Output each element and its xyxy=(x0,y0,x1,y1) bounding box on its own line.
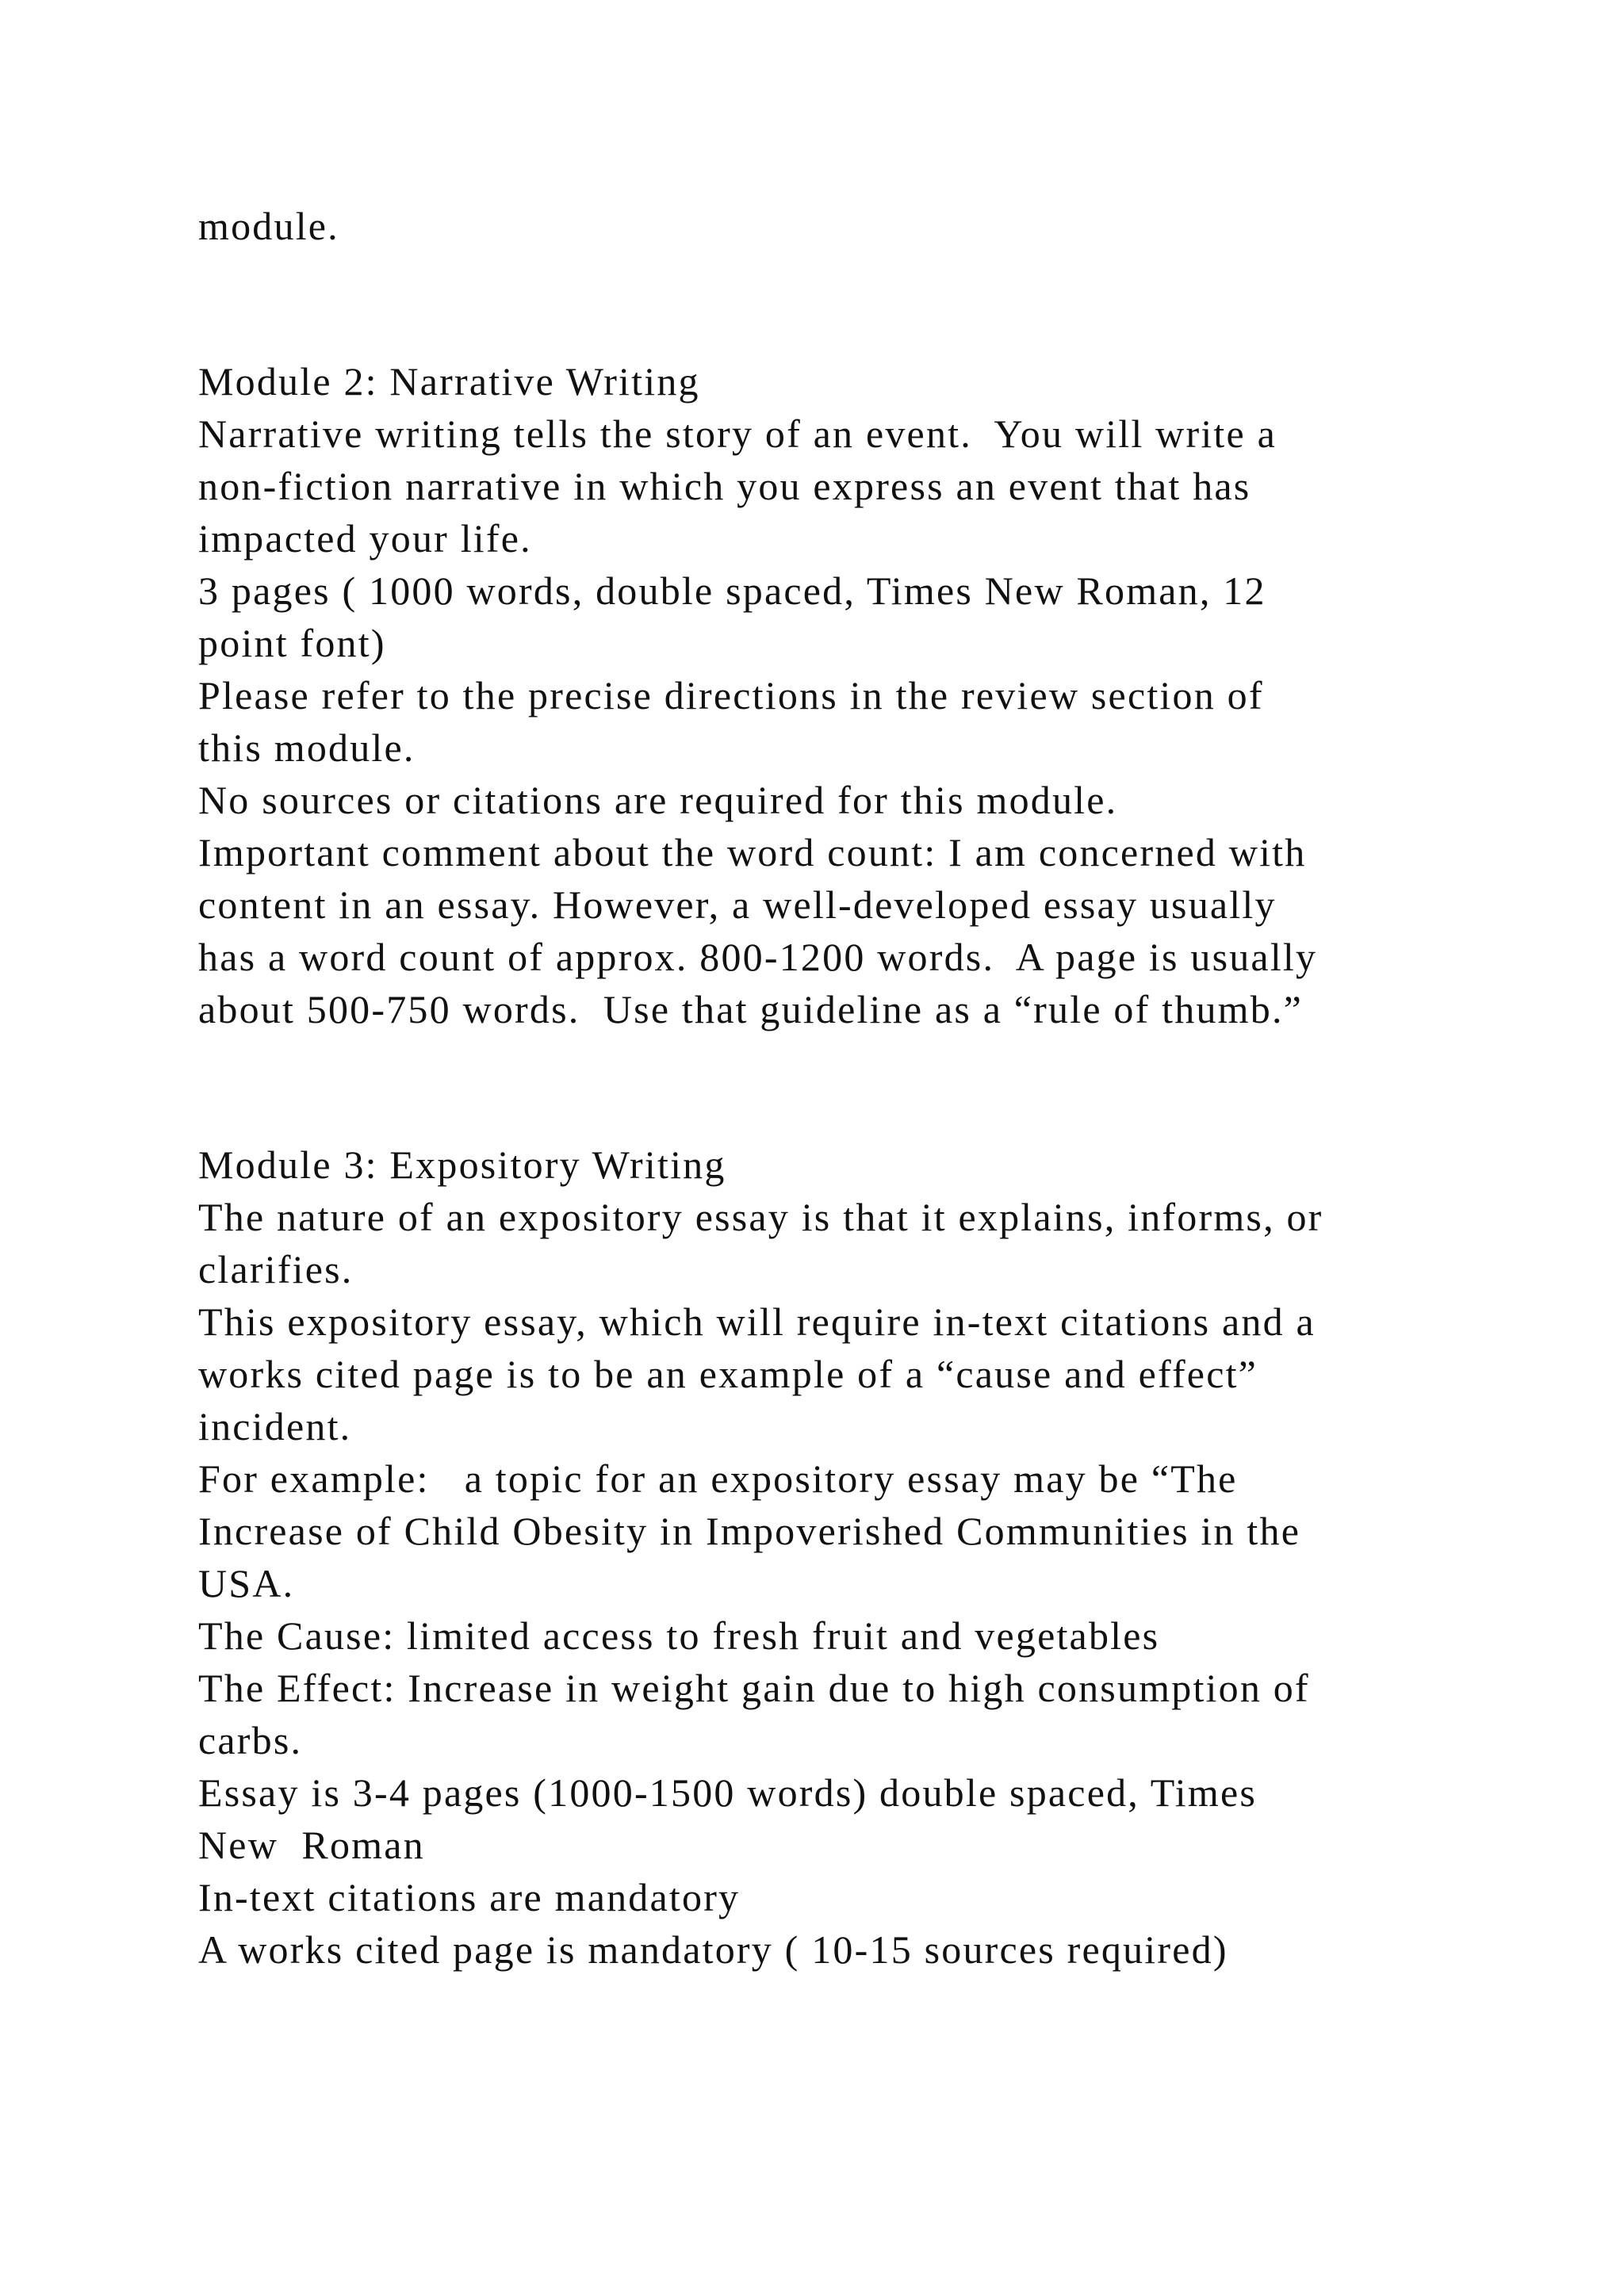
module-3-heading: Module 3: Expository Writing xyxy=(198,1142,726,1187)
module-3-line: USA. xyxy=(198,1561,295,1605)
module-3-line: In-text citations are mandatory xyxy=(198,1875,741,1919)
module-2-line: non-fiction narrative in which you express an event that has xyxy=(198,464,1251,508)
module-2-line: has a word count of approx. 800-1200 words. A page is usually xyxy=(198,935,1318,979)
module-3-line: works cited page is to be an example of a “cause and effect” xyxy=(198,1352,1258,1396)
module-3-line: This expository essay, which will require in-text citations and a xyxy=(198,1299,1316,1344)
module-3-line: The Effect: Increase in weight gain due to high consumption of xyxy=(198,1666,1310,1710)
module-3-line: clarifies. xyxy=(198,1247,354,1292)
intro-tail-text: module. xyxy=(198,204,339,248)
module-3-line: Essay is 3-4 pages (1000-1500 words) double spaced, Times xyxy=(198,1770,1257,1815)
module-2-line: this module. xyxy=(198,725,416,770)
module-2-heading: Module 2: Narrative Writing xyxy=(198,359,700,404)
module-2-line: content in an essay. However, a well-developed essay usually xyxy=(198,882,1277,927)
module-2-line: Please refer to the precise directions in the review section of xyxy=(198,673,1264,718)
module-2-line: Important comment about the word count: I am concerned with xyxy=(198,830,1307,874)
module-2-line: point font) xyxy=(198,621,386,665)
module-3-line: For example: a topic for an expository essay may be “The xyxy=(198,1456,1238,1501)
module-2-line: about 500-750 words. Use that guideline as a “rule of thumb.” xyxy=(198,987,1304,1031)
module-3-line: The Cause: limited access to fresh fruit and vegetables xyxy=(198,1613,1160,1658)
module-2-line: impacted your life. xyxy=(198,516,532,561)
module-2-line: 3 pages ( 1000 words, double spaced, Times New Roman, 12 xyxy=(198,568,1266,613)
module-3-line: incident. xyxy=(198,1404,352,1448)
module-3-line: New Roman xyxy=(198,1823,425,1867)
module-3-line: The nature of an expository essay is that it explains, informs, or xyxy=(198,1195,1323,1239)
module-2-line: Narrative writing tells the story of an event. You will write a xyxy=(198,411,1277,456)
module-2-line: No sources or citations are required for this module. xyxy=(198,778,1118,822)
module-3-line: carbs. xyxy=(198,1718,303,1762)
module-3-line: A works cited page is mandatory ( 10-15 sources required) xyxy=(198,1927,1228,1972)
module-3-line: Increase of Child Obesity in Impoverished Communities in the xyxy=(198,1509,1301,1553)
